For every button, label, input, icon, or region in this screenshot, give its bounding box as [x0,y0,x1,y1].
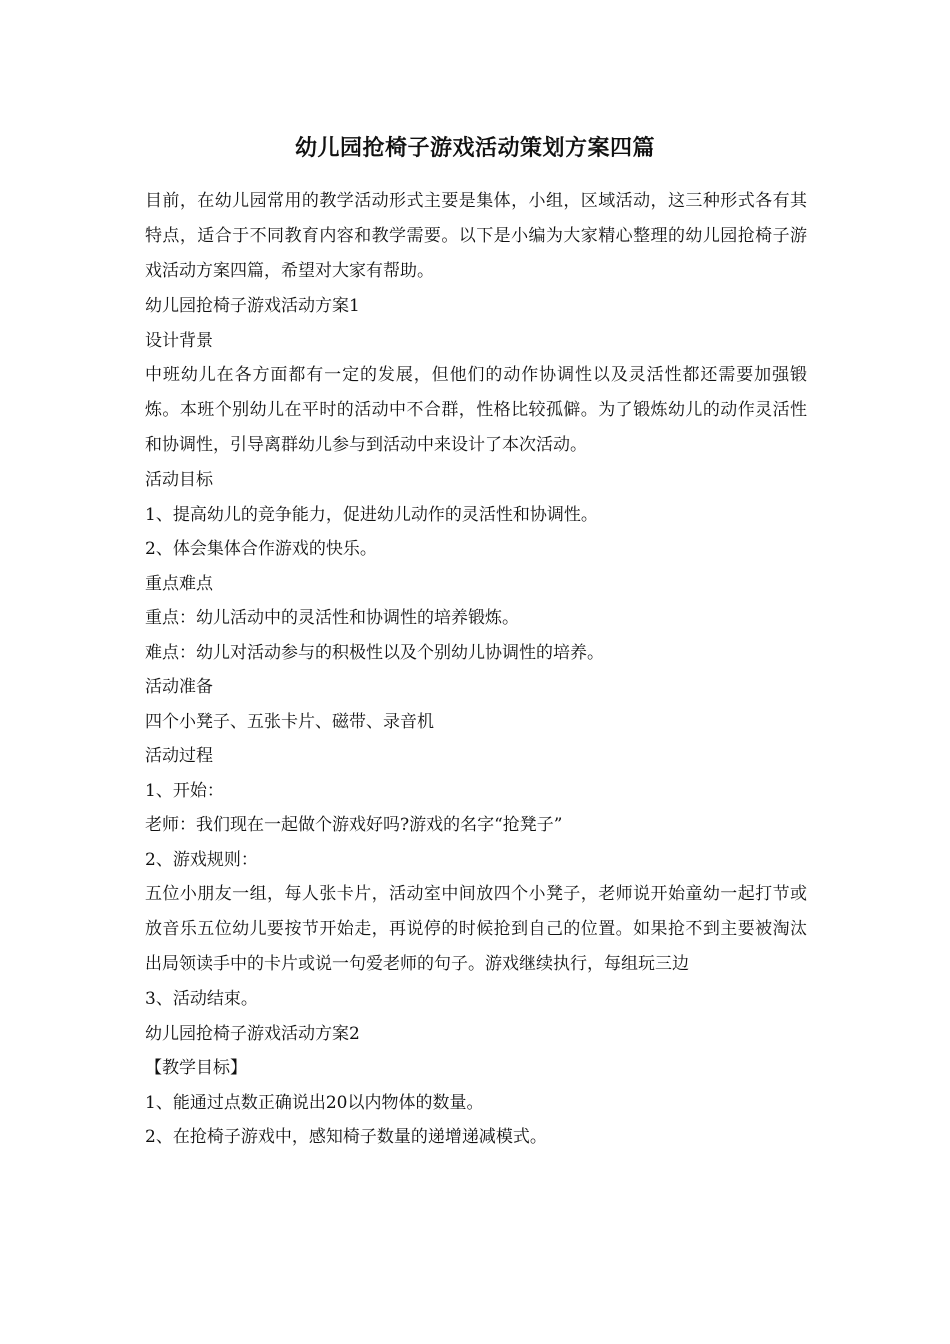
process-step-1: 1、开始： [145,780,224,801]
process-step-3: 3、活动结束。 [145,989,258,1009]
subheading-preparation: 活动准备 [145,677,213,697]
subheading-activity-goals: 活动目标 [145,470,213,490]
teacher-line: 老师：我们现在一起做个游戏好吗?游戏的名字“抢凳子” [145,815,563,835]
key-point-text: 重点：幼儿活动中的灵活性和协调性的培养锻炼。 [145,608,519,628]
teaching-goal-1: 1、能通过点数正确说出20以内物体的数量。 [145,1092,484,1113]
subheading-teaching-goals: 【教学目标】 [145,1058,247,1078]
background-paragraph: 中班幼儿在各方面都有一定的发展，但他们的动作协调性以及灵活性都还需要加强锻炼。本班个别幼儿在平时的活动中不合群，性格比较孤僻。为了锻炼幼儿的动作灵活性和协调性，引导离群幼儿参与到活动中来设计了本次活动。 [145,365,807,455]
difficult-point-text: 难点：幼儿对活动参与的积极性以及个别幼儿协调性的培养。 [145,642,604,663]
process-step-2: 2、游戏规则： [145,849,258,870]
section-heading-plan-2: 幼儿园抢椅子游戏活动方案2 [145,1023,360,1044]
intro-paragraph: 目前，在幼儿园常用的教学活动形式主要是集体，小组，区域活动，这三种形式各有其特点，适合于不同教育内容和教学需要。以下是小编为大家精心整理的幼儿园抢椅子游戏活动方案四篇，希望对大家有帮助。 [145,191,807,281]
subheading-activity-process: 活动过程 [145,746,213,766]
goal-item-2: 2、体会集体合作游戏的快乐。 [145,539,377,559]
game-rules-paragraph: 五位小朋友一组，每人张卡片，活动室中间放四个小凳子，老师说开始童幼一起打节或放音乐五位幼儿要按节开始走，再说停的时候抢到自己的位置。如果抢不到主要被淘汰出局领读手中的卡片或说一句爱老师的句子。游戏继续执行，每组玩三边 [145,884,807,974]
document-body [145,184,807,1155]
section-heading-plan-1: 幼儿园抢椅子游戏活动方案1 [145,296,360,316]
subheading-design-background: 设计背景 [145,330,213,351]
document-title: 幼儿园抢椅子游戏活动策划方案四篇 [294,135,655,161]
teaching-goal-2: 2、在抢椅子游戏中，感知椅子数量的递增递减模式。 [145,1127,547,1147]
subheading-key-difficult-points: 重点难点 [145,573,213,594]
preparation-text: 四个小凳子、五张卡片、磁带、录音机 [145,711,434,732]
goal-item-1: 1、提高幼儿的竞争能力，促进幼儿动作的灵活性和协调性。 [145,504,598,525]
